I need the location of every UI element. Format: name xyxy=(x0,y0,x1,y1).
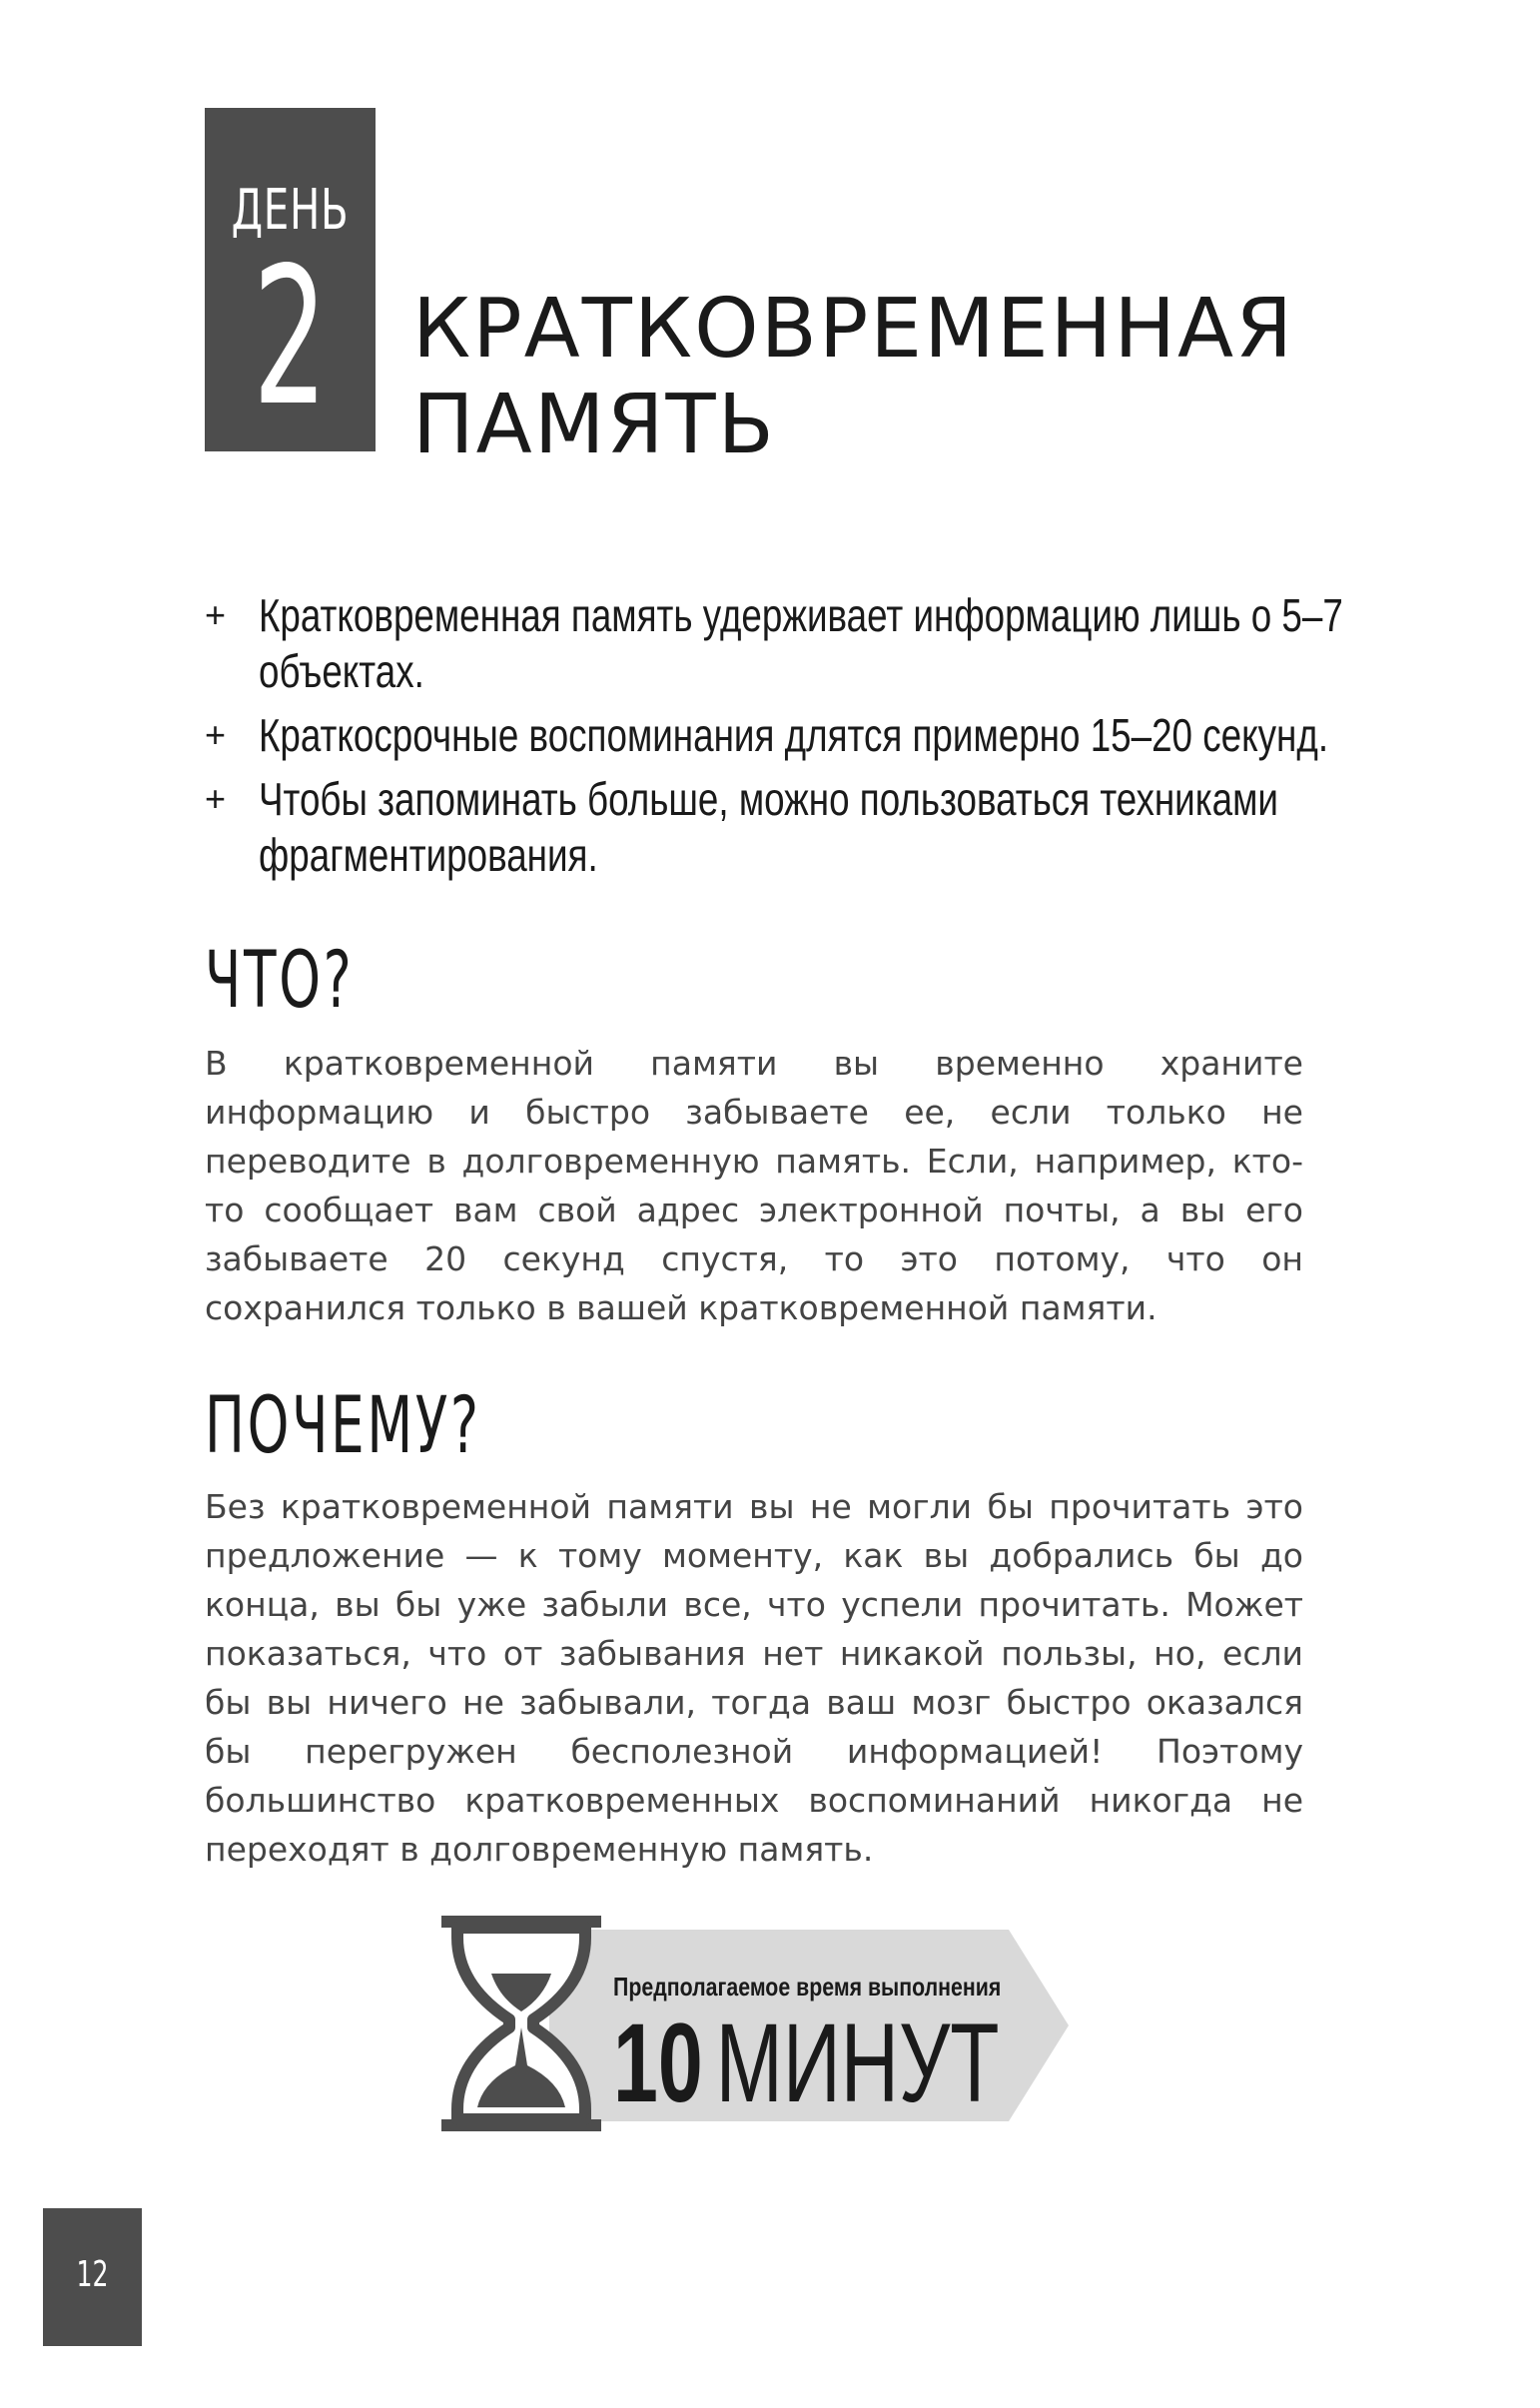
day-badge xyxy=(205,108,376,451)
key-point xyxy=(205,707,1353,763)
page-number: 12 xyxy=(76,2254,109,2295)
why-heading: ПОЧЕМУ? xyxy=(205,1381,481,1471)
time-badge-value xyxy=(613,2001,1000,2125)
day-number: 2 xyxy=(253,227,328,447)
plus-bullet-icon: + xyxy=(205,714,227,755)
chapter-title xyxy=(412,282,1294,473)
what-heading: ЧТО? xyxy=(205,936,355,1026)
day-label: ДЕНЬ xyxy=(231,178,350,243)
key-points-list xyxy=(205,587,1353,891)
key-point xyxy=(205,771,1353,883)
chapter-title-line1: КРАТКОВРЕМЕННАЯ xyxy=(412,282,1295,377)
estimated-time-badge xyxy=(439,1916,1069,2131)
chapter-title-line2: ПАМЯТЬ xyxy=(412,378,776,472)
page-number-badge xyxy=(43,2208,142,2346)
time-badge-number: 10 xyxy=(613,2001,703,2125)
key-point-text: Чтобы запоминать больше, можно пользоваться техниками фрагментирования. xyxy=(259,773,1278,881)
what-body: В кратковременной памяти вы временно храните информацию и быстро забываете ее, если только не переводите в долговременную память. Если, например, кто-то сообщает вам свой адрес электронной почты, а вы его забываете 20 секунд спустя, то это потому, что он сохранился только в вашей кратковременной памяти. xyxy=(205,1044,1303,1327)
time-badge-caption: Предполагаемое время выполнения xyxy=(613,1972,1002,2002)
key-point xyxy=(205,587,1353,699)
key-point-text: Краткосрочные воспоминания длятся примерно 15–20 секунд. xyxy=(259,709,1329,761)
key-point-text: Кратковременная память удерживает информацию лишь о 5–7 объектах. xyxy=(259,589,1343,697)
plus-bullet-icon: + xyxy=(205,778,227,819)
why-body: Без кратковременной памяти вы не могли бы прочитать это предложение — к тому моменту, как вы добрались бы до конца, вы бы уже забыли все, что успели прочитать. Может показаться, что от забывания нет никакой пользы, но, если бы вы ничего не забывали, тогда ваш мозг быстро оказался бы перегружен бесполезной информацией! Поэтому большинство кратковременных воспоминаний никогда не переходят в долговременную память. xyxy=(205,1487,1303,1869)
time-badge-unit: МИНУТ xyxy=(715,2001,1000,2125)
plus-bullet-icon: + xyxy=(205,594,227,635)
